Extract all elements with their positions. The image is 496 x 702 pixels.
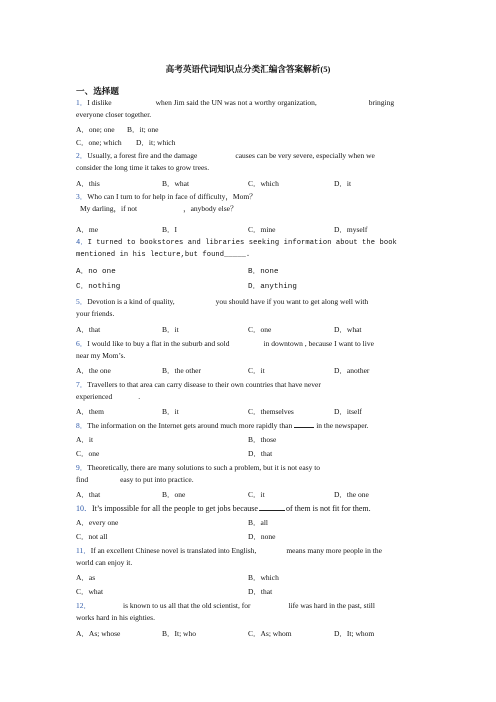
option-c[interactable]: C．not all <box>76 532 108 541</box>
option-b[interactable]: B．what <box>162 179 190 188</box>
option-d[interactable]: D．that <box>248 587 273 596</box>
option-d[interactable]: D．it; which <box>136 138 176 147</box>
question-number: 2． <box>76 151 88 160</box>
option-d[interactable]: D．it <box>334 179 352 188</box>
option-d[interactable]: D．the one <box>334 490 369 499</box>
section-heading: 一、选择题 <box>76 86 119 96</box>
question-4: 4．I turned to bookstores and libraries seeking information about the book mentioned in his lecture,but found_____. <box>76 239 397 259</box>
option-a[interactable]: A．that <box>76 325 101 334</box>
question-number: 4． <box>76 239 88 247</box>
option-d[interactable]: D．that <box>248 449 273 458</box>
question-5: 5．Devotion is a kind of quality, you should have if you want to get along well with your friends. <box>76 297 369 318</box>
question-3: 3．Who can I turn to for help in face of difficulty，Mom？ My darling，if not ，anybody else？ <box>76 192 257 213</box>
option-d[interactable]: D．myself <box>334 225 368 234</box>
option-c[interactable]: C．one; which <box>76 138 122 147</box>
option-a[interactable]: A．them <box>76 407 104 416</box>
option-b[interactable]: B．which <box>248 573 279 582</box>
question-1: 1．I dislike when Jim said the UN was not a worthy organization, bringing everyone closer together. <box>76 98 395 119</box>
option-a[interactable]: A．every one <box>76 518 119 527</box>
question-number: 5． <box>76 297 88 306</box>
option-c[interactable]: C．mine <box>248 225 276 234</box>
question-number: 11． <box>76 546 91 555</box>
question-9: 9．Theoretically, there are many solutions to such a problem, but it is not easy to find easy to put into practice. <box>76 463 321 484</box>
option-c[interactable]: C．what <box>76 587 104 596</box>
option-c[interactable]: C．which <box>248 179 279 188</box>
option-c[interactable]: C．it <box>248 366 265 375</box>
option-d[interactable]: D．another <box>334 366 370 375</box>
option-a[interactable]: A．as <box>76 573 96 582</box>
option-c[interactable]: C．As; whom <box>248 629 292 638</box>
option-a[interactable]: A．the one <box>76 366 111 375</box>
question-12: 12． is known to us all that the old scientist, for life was hard in the past, still works hard in his eighties. <box>76 601 375 622</box>
option-b[interactable]: B．those <box>248 435 277 444</box>
option-b[interactable]: B．one <box>162 490 186 499</box>
question-11: 11．If an excellent Chinese novel is translated into English, means many more people in the world can enjoy it. <box>76 546 382 567</box>
question-8: 8．The information on the Internet gets around much more rapidly than in the newspaper. <box>76 421 369 430</box>
option-c[interactable]: C．themselves <box>248 407 294 416</box>
question-number: 1． <box>76 98 88 107</box>
option-d[interactable]: D．what <box>334 325 362 334</box>
option-b[interactable]: B．it <box>162 325 179 334</box>
question-6: 6．I would like to buy a flat in the suburb and sold in downtown , because I want to live near my Mom’s. <box>76 339 374 360</box>
option-a[interactable]: A．me <box>76 225 99 234</box>
option-c[interactable]: C．one <box>76 449 100 458</box>
option-a[interactable]: A．no one <box>76 268 116 276</box>
option-b[interactable]: B．I <box>162 225 177 234</box>
option-d[interactable]: D．none <box>248 532 276 541</box>
option-b[interactable]: B．all <box>248 518 268 527</box>
option-a[interactable]: A．As; whose <box>76 629 121 638</box>
option-b[interactable]: B．the other <box>162 366 201 375</box>
option-c[interactable]: C．one <box>248 325 272 334</box>
option-b[interactable]: B．it; one <box>127 125 159 134</box>
question-number: 6． <box>76 339 88 348</box>
option-a[interactable]: A．it <box>76 435 94 444</box>
option-a[interactable]: A．this <box>76 179 100 188</box>
question-10: 10．It’s impossible for all the people to get jobs because of them is not fit for them. <box>76 504 371 513</box>
option-d[interactable]: D．anything <box>248 283 298 291</box>
option-c[interactable]: C．it <box>248 490 265 499</box>
option-b[interactable]: B．It; who <box>162 629 196 638</box>
option-d[interactable]: D．itself <box>334 407 362 416</box>
question-number: 3． <box>76 192 88 201</box>
question-number: 9． <box>76 463 88 472</box>
option-a[interactable]: A．that <box>76 490 101 499</box>
option-d[interactable]: D．It; whom <box>334 629 375 638</box>
option-b[interactable]: B．none <box>248 268 279 276</box>
question-number: 12． <box>76 601 91 610</box>
question-number: 10． <box>76 504 92 513</box>
question-number: 7． <box>76 380 88 389</box>
question-2: 2．Usually, a forest fire and the damage causes can be very severe, especially when we consider the long time it takes to grow trees. <box>76 151 375 172</box>
question-number: 8． <box>76 421 88 430</box>
option-c[interactable]: C．nothing <box>76 283 121 291</box>
question-7: 7．Travellers to that area can carry disease to their own countries that have never experienced . <box>76 380 321 401</box>
page-title: 高考英语代词知识点分类汇编含答案解析(5) <box>165 64 331 74</box>
option-b[interactable]: B．it <box>162 407 179 416</box>
option-a[interactable]: A．one; one <box>76 125 115 134</box>
